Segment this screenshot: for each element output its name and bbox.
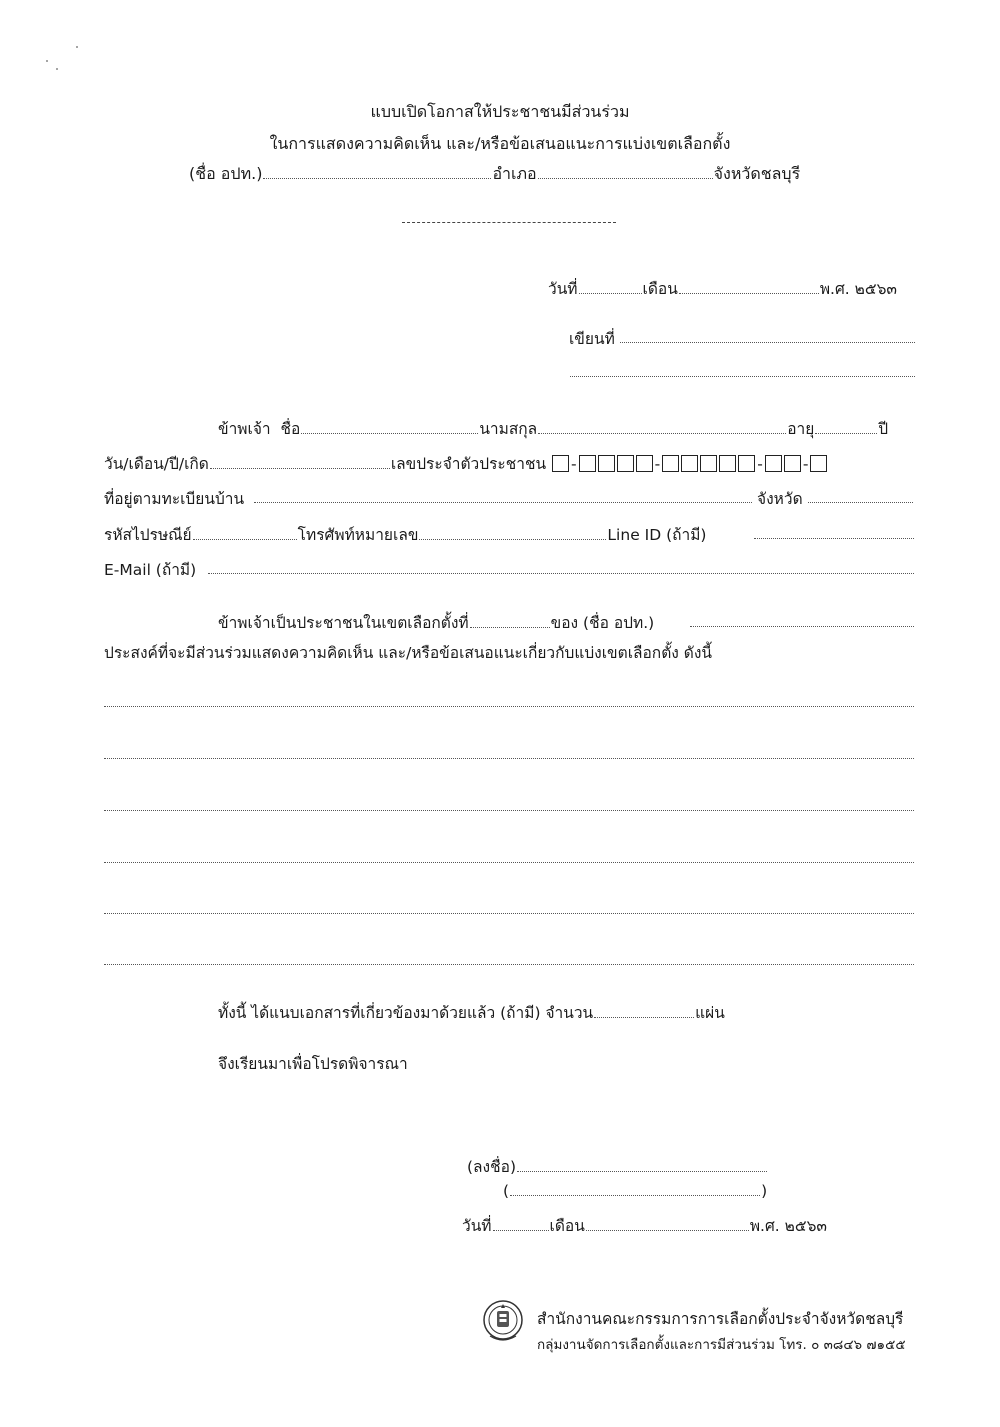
closing-text: จึงเรียนมาเพื่อโปรดพิจารณา bbox=[218, 1055, 408, 1073]
email-field[interactable] bbox=[208, 573, 914, 574]
province-label: จังหวัด bbox=[757, 490, 803, 508]
line-id-label: Line ID (ถ้ามี) bbox=[607, 526, 707, 544]
applicant-name-row bbox=[218, 416, 888, 441]
address-label: ที่อยู่ตามทะเบียนบ้าน bbox=[104, 490, 245, 508]
phone-label: โทรศัพท์หมายเลข bbox=[297, 526, 419, 544]
printed-name-row bbox=[503, 1182, 767, 1200]
age-unit: ปี bbox=[878, 420, 889, 438]
comment-line[interactable] bbox=[104, 862, 914, 863]
phone-field[interactable] bbox=[419, 539, 606, 540]
printed-name-field[interactable] bbox=[510, 1195, 760, 1196]
paren-close: ) bbox=[761, 1182, 768, 1200]
birth-id-row bbox=[104, 451, 828, 476]
statement-line2: ประสงค์ที่จะมีส่วนร่วมแสดงความคิดเห็น และ/หรือข้อเสนอแนะเกี่ยวกับแบ่งเขตเลือกตั้ง ดังนี้ bbox=[104, 644, 712, 662]
signature-label: (ลงชื่อ) bbox=[467, 1158, 516, 1176]
year-label: พ.ศ. ๒๕๖๓ bbox=[819, 280, 898, 298]
citizen-id-boxes: - - - - bbox=[551, 455, 828, 473]
scan-speck bbox=[56, 68, 58, 70]
id-digit-box[interactable] bbox=[552, 455, 569, 472]
constituency-label: ข้าพเจ้าเป็นประชาชนในเขตเลือกตั้งที่ bbox=[218, 614, 469, 632]
month-field[interactable] bbox=[679, 293, 819, 294]
org-name-label: (ชื่อ อปท.) bbox=[189, 164, 263, 183]
age-field[interactable] bbox=[815, 433, 877, 434]
paren-open: ( bbox=[503, 1182, 510, 1200]
signature-date-row bbox=[462, 1213, 827, 1238]
header-separator bbox=[402, 222, 616, 223]
age-label: อายุ bbox=[787, 420, 815, 438]
name-field[interactable] bbox=[301, 433, 478, 434]
signature-row bbox=[467, 1154, 768, 1179]
name-label: ชื่อ bbox=[280, 420, 301, 438]
attachments-unit: แผ่น bbox=[695, 1004, 725, 1022]
id-digit-box[interactable] bbox=[719, 455, 736, 472]
scan-speck bbox=[76, 46, 78, 48]
id-digit-box[interactable] bbox=[738, 455, 755, 472]
written-at-field[interactable] bbox=[620, 342, 915, 343]
id-digit-box[interactable] bbox=[810, 455, 827, 472]
form-title-line3 bbox=[189, 162, 800, 187]
surname-label: นามสกุล bbox=[479, 420, 538, 438]
id-digit-box[interactable] bbox=[636, 455, 653, 472]
sig-day-label: วันที่ bbox=[462, 1217, 492, 1235]
id-digit-box[interactable] bbox=[681, 455, 698, 472]
id-digit-box[interactable] bbox=[617, 455, 634, 472]
local-org-label: ของ (ชื่อ อปท.) bbox=[550, 614, 655, 632]
written-at-label: เขียนที่ bbox=[569, 330, 615, 348]
written-at-field-line2[interactable] bbox=[570, 376, 915, 377]
line-id-field[interactable] bbox=[754, 538, 914, 539]
id-digit-box[interactable] bbox=[579, 455, 596, 472]
address-field[interactable] bbox=[254, 502, 752, 503]
footer-dept-contact: กลุ่มงานจัดการเลือกตั้งและการมีส่วนร่วม โทร. ๐ ๓๘๔๖ ๗๑๕๕ bbox=[537, 1337, 906, 1353]
district-label: อำเภอ bbox=[492, 164, 537, 183]
month-label: เดือน bbox=[642, 280, 678, 298]
email-label: E-Mail (ถ้ามี) bbox=[104, 561, 197, 579]
comment-line[interactable] bbox=[104, 810, 914, 811]
date-row bbox=[548, 276, 897, 301]
attachments-row bbox=[218, 1000, 725, 1025]
birthdate-field[interactable] bbox=[210, 468, 390, 469]
form-title-line1: แบบเปิดโอกาสให้ประชาชนมีส่วนร่วม bbox=[370, 102, 630, 121]
intro-label: ข้าพเจ้า bbox=[218, 420, 271, 438]
footer-org-name: สำนักงานคณะกรรมการการเลือกตั้งประจำจังหวัดชลบุรี bbox=[537, 1310, 904, 1328]
id-digit-box[interactable] bbox=[700, 455, 717, 472]
id-digit-box[interactable] bbox=[765, 455, 782, 472]
constituency-field[interactable] bbox=[470, 627, 550, 628]
postcode-field[interactable] bbox=[193, 539, 297, 540]
day-label: วันที่ bbox=[548, 280, 578, 298]
sig-month-field[interactable] bbox=[586, 1230, 749, 1231]
district-field[interactable] bbox=[538, 178, 713, 179]
sig-day-field[interactable] bbox=[493, 1230, 549, 1231]
ect-seal-icon bbox=[482, 1298, 524, 1344]
province-field[interactable] bbox=[808, 502, 913, 503]
contact-row bbox=[104, 522, 706, 547]
id-digit-box[interactable] bbox=[662, 455, 679, 472]
comment-line[interactable] bbox=[104, 913, 914, 914]
attachment-count-field[interactable] bbox=[594, 1017, 694, 1018]
province-title: จังหวัดชลบุรี bbox=[713, 164, 801, 183]
statement-line1 bbox=[218, 610, 654, 635]
form-title-line2: ในการแสดงความคิดเห็น และ/หรือข้อเสนอแนะการแบ่งเขตเลือกตั้ง bbox=[269, 134, 731, 153]
org-name-field[interactable] bbox=[263, 178, 491, 179]
comment-line[interactable] bbox=[104, 758, 914, 759]
comment-line[interactable] bbox=[104, 964, 914, 965]
comment-line[interactable] bbox=[104, 706, 914, 707]
local-org-field[interactable] bbox=[690, 626, 914, 627]
attachments-text: ทั้งนี้ ได้แนบเอกสารที่เกี่ยวข้องมาด้วยแล้ว (ถ้ามี) จำนวน bbox=[218, 1004, 594, 1022]
sig-year-label: พ.ศ. ๒๕๖๓ bbox=[749, 1217, 828, 1235]
citizen-id-label: เลขประจำตัวประชาชน bbox=[390, 455, 547, 473]
surname-field[interactable] bbox=[538, 433, 786, 434]
postcode-label: รหัสไปรษณีย์ bbox=[104, 526, 192, 544]
signature-field[interactable] bbox=[517, 1171, 767, 1172]
id-digit-box[interactable] bbox=[784, 455, 801, 472]
day-field[interactable] bbox=[579, 293, 642, 294]
scan-speck bbox=[46, 60, 48, 62]
id-digit-box[interactable] bbox=[598, 455, 615, 472]
birthdate-label: วัน/เดือน/ปี/เกิด bbox=[104, 455, 209, 473]
sig-month-label: เดือน bbox=[549, 1217, 585, 1235]
